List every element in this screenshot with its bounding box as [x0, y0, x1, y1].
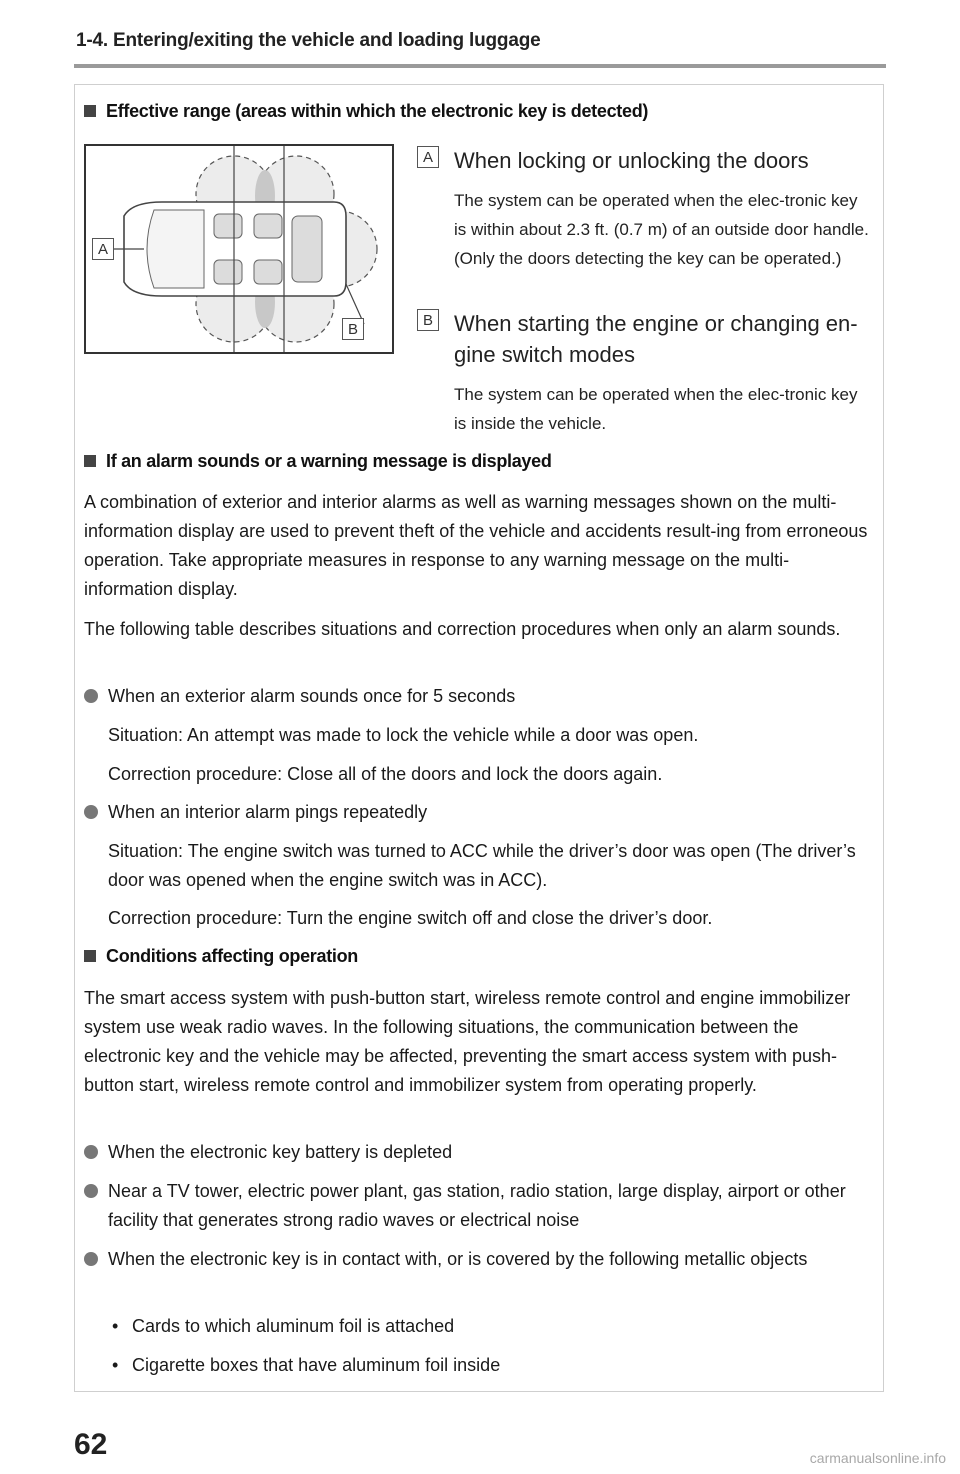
- watermark: carmanualsonline.info: [809, 1450, 946, 1466]
- alarm-correction-1: Correction procedure: Close all of the doors and lock the doors again.: [108, 764, 663, 784]
- sub-bullet-icon: •: [112, 1355, 119, 1375]
- bullet-dot-icon: [84, 689, 98, 703]
- item-body-engine-start: The system can be operated when the elec-tronic key is inside the vehicle.: [454, 385, 858, 433]
- list-item: When the electronic key battery is depleted: [84, 1138, 874, 1167]
- item-marker-b: B: [417, 309, 439, 331]
- item-title-lock-unlock: When locking or unlocking the doors: [454, 148, 809, 173]
- square-bullet-icon: [84, 105, 96, 117]
- page-header-title: 1-4. Entering/exiting the vehicle and loading luggage: [76, 30, 541, 51]
- item-marker-a: A: [417, 146, 439, 168]
- section-heading-conditions: Conditions affecting operation: [84, 946, 358, 967]
- diagram-label-a: A: [92, 238, 114, 260]
- item-body-lock-unlock: The system can be operated when the elec-tronic key is within about 2.3 ft. (0.7 m) of an outside door handle. (Only the doors detecting the key can be operated.): [454, 191, 869, 268]
- conditions-paragraph: The smart access system with push-button start, wireless remote control and engine immobilizer system use weak radio waves. In the following situations, the communication between the electronic key and the vehicle may be affected, preventing the smart access system with push-button start, wireless remote control and immobilizer system from operating properly.: [84, 988, 851, 1095]
- bullet-dot-icon: [84, 1184, 98, 1198]
- list-item: Near a TV tower, electric power plant, gas station, radio station, large display, airport or other facility that generates strong radio waves or electrical noise: [84, 1177, 874, 1235]
- sub-bullet-icon: •: [112, 1316, 119, 1336]
- alarm-situation-1: Situation: An attempt was made to lock the vehicle while a door was open.: [108, 725, 699, 745]
- sub-list-item: • Cards to which aluminum foil is attached: [112, 1312, 872, 1341]
- square-bullet-icon: [84, 455, 96, 467]
- alarm-situation-2: Situation: The engine switch was turned to ACC while the driver’s door was open (The driver’s door was opened when the engine switch was in ACC).: [108, 841, 856, 890]
- range-diagram: [84, 144, 394, 354]
- page-number: 62: [74, 1428, 108, 1461]
- sub-list-item: • Cigarette boxes that have aluminum foil inside: [112, 1351, 872, 1380]
- list-item: When an exterior alarm sounds once for 5 seconds: [84, 682, 874, 711]
- alarm-paragraph-1: A combination of exterior and interior alarms as well as warning messages shown on the multi-information display are used to prevent theft of the vehicle and accidents result-ing from erroneous operation. Take appropriate measures in response to any warning message on the multi-information display.: [84, 492, 868, 599]
- bullet-dot-icon: [84, 1252, 98, 1266]
- alarm-paragraph-2: The following table describes situations and correction procedures when only an alarm sounds.: [84, 619, 841, 639]
- square-bullet-icon: [84, 950, 96, 962]
- bullet-dot-icon: [84, 805, 98, 819]
- section-heading-range: Effective range (areas within which the electronic key is detected): [84, 101, 648, 122]
- diagram-label-b: B: [342, 318, 364, 340]
- header-rule: [74, 64, 886, 68]
- item-title-engine-start: When starting the engine or changing en-gine switch modes: [454, 311, 858, 367]
- section-heading-alarm: If an alarm sounds or a warning message is displayed: [84, 451, 552, 472]
- bullet-dot-icon: [84, 1145, 98, 1159]
- alarm-correction-2: Correction procedure: Turn the engine switch off and close the driver’s door.: [108, 908, 713, 928]
- list-item: When the electronic key is in contact with, or is covered by the following metallic objects: [84, 1245, 874, 1274]
- list-item: When an interior alarm pings repeatedly: [84, 798, 874, 827]
